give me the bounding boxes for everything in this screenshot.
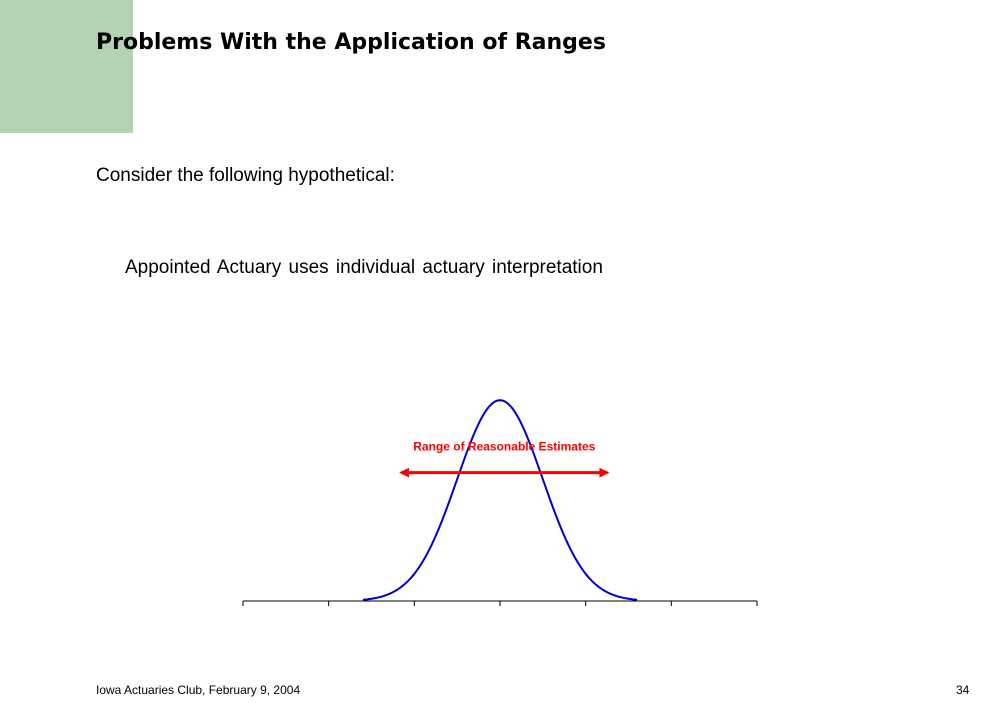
annotation-group	[401, 440, 607, 473]
page-number: 34	[956, 683, 970, 697]
accent-block	[0, 0, 133, 133]
subpoint-text: Appointed Actuary uses individual actuary interpretation	[125, 257, 603, 278]
curve-group	[363, 400, 637, 600]
range-label: Range of Reasonable Estimates	[413, 439, 596, 454]
x-axis	[243, 601, 757, 606]
intro-text: Consider the following hypothetical:	[96, 165, 395, 186]
slide-title: Problems With the Application of Ranges	[96, 30, 606, 55]
footer-credit: Iowa Actuaries Club, February 9, 2004	[96, 683, 301, 697]
distribution-curve	[363, 400, 637, 600]
